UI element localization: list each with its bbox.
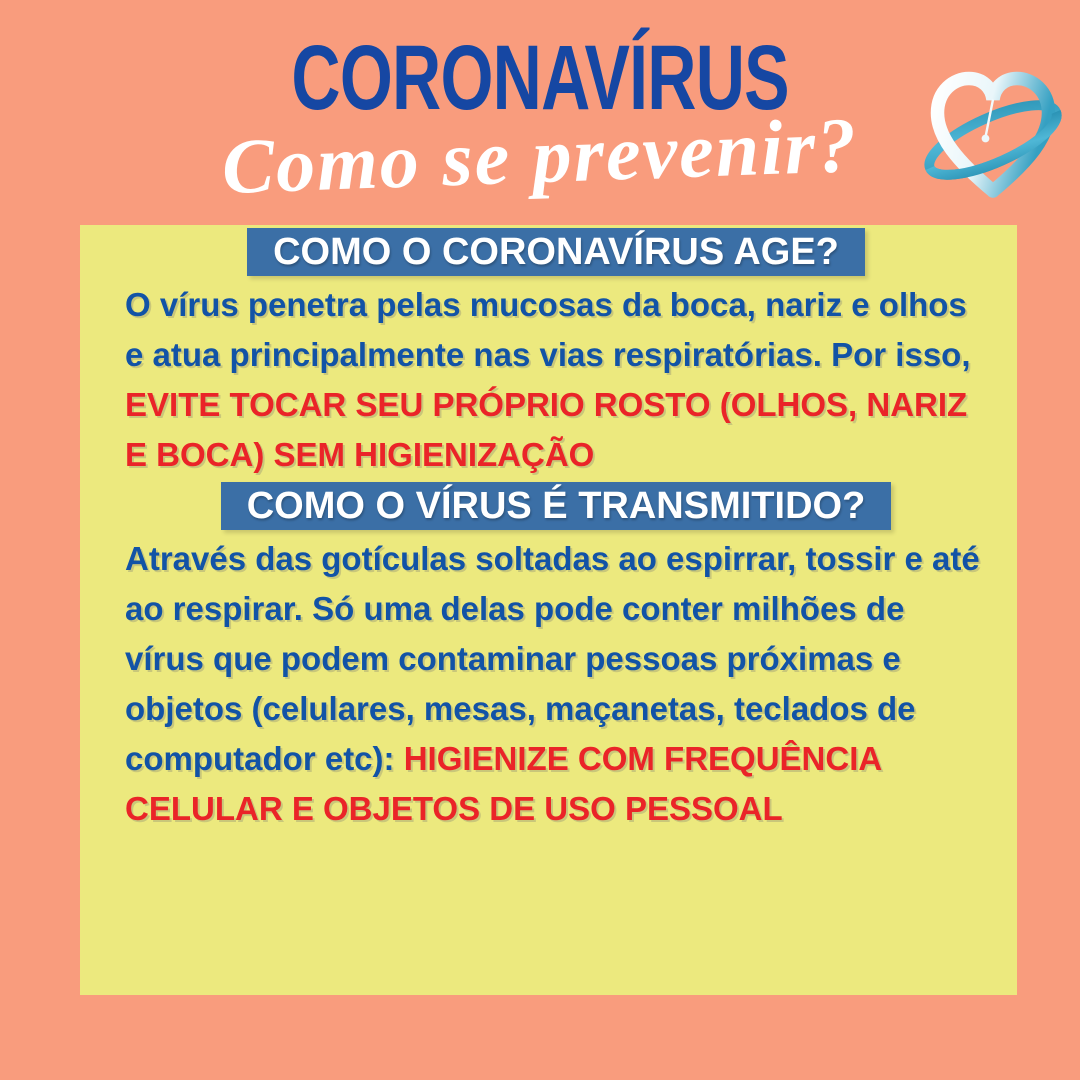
body-text-red-warning: EVITE TOCAR SEU PRÓPRIO ROSTO (OLHOS, NARIZ E BOCA) SEM HIGIENIZAÇÃO: [125, 386, 968, 473]
body-text-blue: Através das gotículas soltadas ao espirrar, tossir e até ao respirar. Só uma delas pode conter milhões de vírus que podem contaminar pessoas próximas e objetos (celulares, mesas, maçanetas, teclados de computador etc):: [125, 540, 980, 777]
section-heading: COMO O VÍRUS É TRANSMITIDO?: [221, 482, 892, 530]
body-text-blue: O vírus penetra pelas mucosas da boca, nariz e olhos e atua principalmente nas vias respiratórias. Por isso,: [125, 286, 971, 373]
heart-orbit-logo-icon: [918, 62, 1068, 212]
section-body: [125, 280, 987, 480]
section-how-virus-acts: [125, 228, 987, 480]
content-card: [80, 225, 1017, 995]
page-subtitle: Como se prevenir?: [220, 100, 860, 211]
section-body: [125, 534, 987, 834]
section-heading: COMO O CORONAVÍRUS AGE?: [247, 228, 865, 276]
section-how-virus-transmits: [125, 480, 987, 834]
page-title-text: CORONAVÍRUS: [291, 27, 789, 129]
body-text-red-warning: HIGIENIZE COM FREQUÊNCIA CELULAR E OBJETOS DE USO PESSOAL: [125, 740, 881, 827]
